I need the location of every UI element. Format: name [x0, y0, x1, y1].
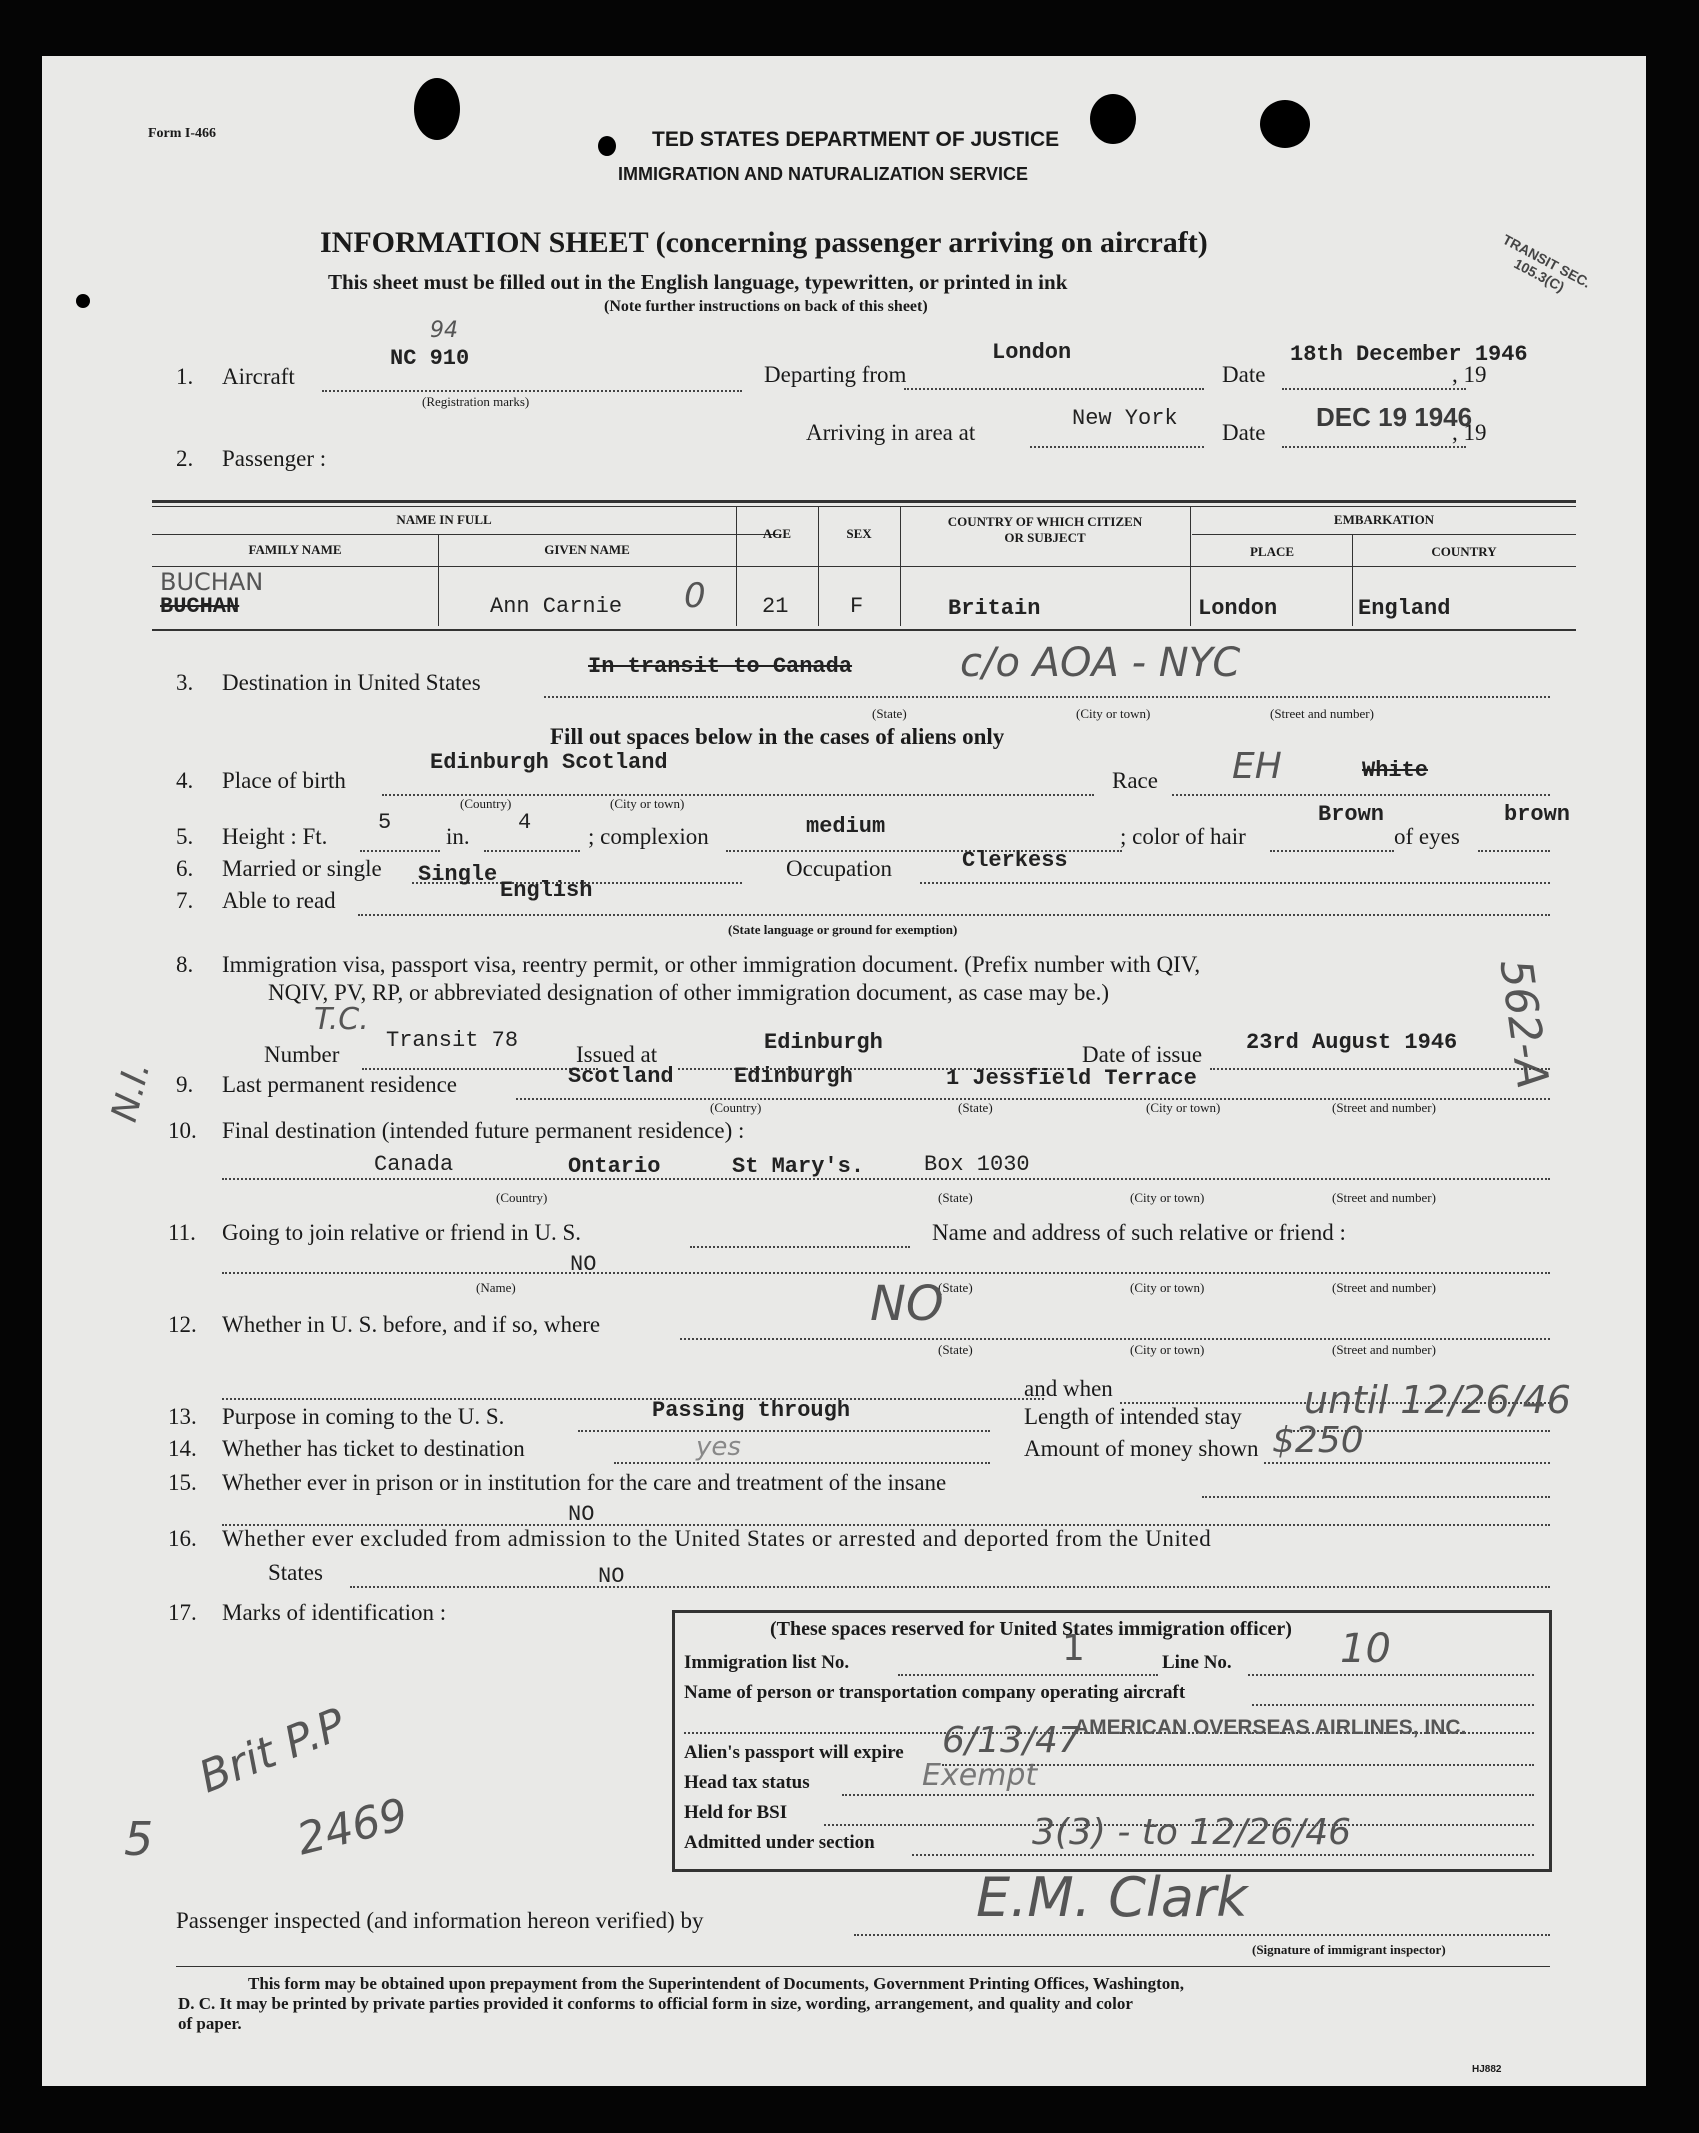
age-value: 21	[762, 594, 789, 619]
departing-label: Departing from	[764, 362, 907, 387]
family-name: BUCHAN	[160, 594, 240, 619]
q6-number: 6.	[176, 856, 194, 881]
tax-label: Head tax status	[684, 1772, 810, 1793]
punch-hole	[414, 78, 460, 140]
tax-hand: Exempt	[922, 1758, 1038, 1793]
family-name-hand: BUCHAN	[160, 568, 264, 596]
q11-cap-city: (City or town)	[1130, 1280, 1205, 1295]
q14-number: 14.	[168, 1436, 197, 1461]
arriving-label: Arriving in area at	[806, 420, 976, 445]
bsi-label: Held for BSI	[684, 1802, 788, 1823]
purpose-label: Purpose in coming to the U. S.	[222, 1404, 505, 1429]
line-hand: 10	[1340, 1626, 1391, 1672]
sex-value: F	[850, 594, 864, 619]
eyes-value: brown	[1504, 802, 1571, 827]
punch-hole	[1260, 100, 1310, 148]
money-label: Amount of money shown	[1024, 1436, 1259, 1461]
residence-state: Edinburgh	[734, 1064, 853, 1089]
q4-cap-city: (City or town)	[610, 796, 685, 811]
header-country-citizen: COUNTRY OF WHICH CITIZEN OR SUBJECT	[947, 514, 1143, 545]
arrive-date-label: Date	[1222, 420, 1266, 445]
departure-date: 18th December 1946	[1290, 342, 1528, 367]
q8-number: 8.	[176, 952, 194, 977]
q5-number: 5.	[176, 824, 194, 849]
hair-value: Brown	[1318, 802, 1385, 827]
race-hand: EH	[1232, 746, 1282, 787]
eyes-label: of eyes	[1394, 824, 1460, 849]
destination-label: Destination in United States	[222, 670, 481, 695]
purpose-value: Passing through	[652, 1398, 851, 1423]
identification-hand-3: 5	[124, 1812, 154, 1866]
occupation-value: Clerkess	[962, 848, 1068, 873]
punch-hole	[598, 136, 616, 156]
final-city: St Mary's.	[732, 1154, 865, 1179]
identification-hand-1: Brit P.P	[192, 1698, 353, 1804]
q9-cap-state: (State)	[958, 1100, 993, 1115]
header-emb-country: COUNTRY	[1431, 544, 1497, 559]
line-label: Line No.	[1162, 1652, 1232, 1673]
q12-number: 12.	[168, 1312, 197, 1337]
header-place: PLACE	[1249, 544, 1295, 559]
aircraft-registration: NC 910	[390, 346, 470, 371]
prison-label: Whether ever in prison or in institution for the care and treatment of the insane	[222, 1470, 947, 1495]
height-inches: 4	[518, 810, 532, 835]
q17-number: 17.	[168, 1600, 197, 1625]
date-suffix: , 19	[1452, 362, 1487, 387]
punch-hole	[1090, 94, 1136, 144]
q13-number: 13.	[168, 1404, 197, 1429]
issue-date: 23rd August 1946	[1246, 1030, 1458, 1055]
q8-text-1: Immigration visa, passport visa, reentry permit, or other immigration document. (Prefix number with QIV,	[222, 952, 1201, 977]
inspector-signature: E.M. Clark	[976, 1866, 1248, 1929]
footer-line-3: of paper.	[178, 2014, 242, 2033]
money-hand: $250	[1272, 1420, 1364, 1461]
company-stamp: AMERICAN OVERSEAS AIRLINES, INC.	[1074, 1716, 1467, 1739]
given-name-mark: 0	[684, 576, 706, 616]
marital-value: Single	[418, 862, 498, 887]
header-embarkation: EMBARKATION	[1333, 512, 1435, 527]
relative-value: NO	[570, 1252, 597, 1277]
q8-text-2: NQIV, PV, RP, or abbreviated designation of other immigration document, as case may be.)	[268, 980, 1110, 1005]
q9-number: 9.	[176, 1072, 194, 1097]
q10-number: 10.	[168, 1118, 197, 1143]
q1-number: 1.	[176, 364, 194, 389]
aliens-heading: Fill out spaces below in the cases of aliens only	[550, 724, 1005, 749]
given-name: Ann Carnie	[490, 594, 623, 619]
birthplace-label: Place of birth	[222, 768, 346, 793]
q3-cap-state: (State)	[872, 706, 907, 721]
header-family-name: FAMILY NAME	[248, 542, 342, 557]
final-street: Box 1030	[924, 1152, 1030, 1177]
q7-number: 7.	[176, 888, 194, 913]
arrive-date-suffix: , 19	[1452, 420, 1487, 445]
q8-hand-tc: T.C.	[314, 1002, 369, 1037]
form-number: Form I-466	[148, 126, 217, 141]
residence-country: Scotland	[568, 1064, 674, 1089]
issued-label: Issued at	[576, 1042, 658, 1067]
transit-stamp: TRANSIT SEC. 105.3(C)	[1500, 231, 1594, 295]
when-label: and when	[1024, 1376, 1113, 1401]
q2-number: 2.	[176, 446, 194, 471]
hair-label: ; color of hair	[1120, 824, 1246, 849]
footer-line-1: This form may be obtained upon prepayment from the Superintendent of Documents, Government Printing Offices, Washington,	[248, 1974, 1184, 1993]
read-label: Able to read	[222, 888, 336, 913]
form-note: (Note further instructions on back of this sheet)	[604, 298, 928, 315]
officer-heading: (These spaces reserved for United States immigration officer)	[770, 1618, 1292, 1640]
company-label: Name of person or transportation company operating aircraft	[684, 1682, 1186, 1703]
height-feet: 5	[378, 810, 392, 835]
q11-cap-name: (Name)	[476, 1280, 516, 1295]
stay-hand: until 12/26/46	[1304, 1378, 1571, 1422]
excluded-label-2: States	[268, 1560, 323, 1585]
q9-cap-street: (Street and number)	[1332, 1100, 1436, 1115]
q9-cap-country: (Country)	[710, 1100, 762, 1115]
q3-cap-street: (Street and number)	[1270, 706, 1374, 721]
margin-hand-ni: N.I.	[104, 1057, 159, 1126]
q3-number: 3.	[176, 670, 194, 695]
aircraft-label: Aircraft	[222, 364, 295, 389]
q10-cap-country: (Country)	[496, 1190, 548, 1205]
form-sheet	[42, 56, 1646, 2086]
marital-label: Married or single	[222, 856, 382, 881]
passenger-label: Passenger :	[222, 446, 327, 471]
form-title: INFORMATION SHEET (concerning passenger arriving on aircraft)	[320, 226, 1208, 259]
ticket-hand: yes	[696, 1432, 741, 1462]
date-label: Date	[1222, 362, 1266, 387]
relative-label: Going to join relative or friend in U. S.	[222, 1220, 581, 1245]
q11-cap-street: (Street and number)	[1332, 1280, 1436, 1295]
side-hand-562a: 562-A	[1489, 956, 1559, 1092]
final-state: Ontario	[568, 1154, 661, 1179]
identification-label: Marks of identification :	[222, 1600, 447, 1625]
read-caption: (State language or ground for exemption)	[728, 922, 958, 937]
race-value: White	[1362, 758, 1429, 783]
q10-cap-street: (Street and number)	[1332, 1190, 1436, 1205]
inspected-label: Passenger inspected (and information hereon verified) by	[176, 1908, 704, 1933]
header-sex: SEX	[846, 526, 872, 541]
final-destination-label: Final destination (intended future permanent residence) :	[222, 1118, 745, 1143]
service-name: IMMIGRATION AND NATURALIZATION SERVICE	[618, 164, 1028, 184]
q11-number: 11.	[168, 1220, 196, 1245]
list-hand: 1	[1062, 1628, 1085, 1669]
issued-at: Edinburgh	[764, 1030, 883, 1055]
q16-number: 16.	[168, 1526, 197, 1551]
before-hand: NO	[870, 1276, 944, 1332]
q12-cap-city: (City or town)	[1130, 1342, 1205, 1357]
citizen-country: Britain	[948, 596, 1041, 621]
footer-code: HJ882	[1472, 2064, 1502, 2075]
punch-hole	[76, 294, 90, 308]
doc-number-label: Number	[264, 1042, 340, 1067]
relative-address-label: Name and address of such relative or friend :	[932, 1220, 1346, 1245]
passport-hand: 6/13/47	[942, 1720, 1081, 1761]
q12-cap-street: (Street and number)	[1332, 1342, 1436, 1357]
q3-cap-city: (City or town)	[1076, 706, 1151, 721]
height-label: Height : Ft.	[222, 824, 328, 849]
q9-cap-city: (City or town)	[1146, 1100, 1221, 1115]
read-value: English	[500, 878, 593, 903]
complexion-value: medium	[806, 814, 886, 839]
aircraft-hand-94: 94	[430, 318, 458, 343]
arrival-date-stamp: DEC 19 1946	[1316, 402, 1473, 432]
q12-cap-state: (State)	[938, 1342, 973, 1357]
departing-city: London	[992, 340, 1072, 365]
excluded-label: Whether ever excluded from admission to the United States or arrested and deported from the United	[222, 1526, 1212, 1551]
embark-place: London	[1198, 596, 1278, 621]
occupation-label: Occupation	[786, 856, 893, 881]
section-label: Admitted under section	[684, 1832, 875, 1853]
signature-caption: (Signature of immigrant inspector)	[1252, 1942, 1446, 1957]
stay-label: Length of intended stay	[1024, 1404, 1242, 1429]
final-country: Canada	[374, 1152, 454, 1177]
header-age: AGE	[762, 526, 792, 541]
form-subtitle: This sheet must be filled out in the English language, typewritten, or printed in ink	[328, 270, 1068, 294]
passport-label: Alien's passport will expire	[684, 1742, 904, 1763]
header-given-name: GIVEN NAME	[544, 542, 630, 557]
header-name-in-full: NAME IN FULL	[396, 512, 492, 527]
q10-cap-state: (State)	[938, 1190, 973, 1205]
birthplace-value: Edinburgh Scotland	[430, 750, 668, 775]
section-hand: 3(3) - to 12/26/46	[1032, 1812, 1352, 1853]
q4-cap-country: (Country)	[460, 796, 512, 811]
q4-number: 4.	[176, 768, 194, 793]
residence-street: 1 Jessfield Terrace	[946, 1066, 1197, 1091]
doc-number: Transit 78	[386, 1028, 519, 1053]
before-label: Whether in U. S. before, and if so, where	[222, 1312, 601, 1337]
list-label: Immigration list No.	[684, 1652, 850, 1673]
embark-country: England	[1358, 596, 1451, 621]
q11-cap-state: (State)	[938, 1280, 973, 1295]
race-label: Race	[1112, 768, 1158, 793]
ticket-label: Whether has ticket to destination	[222, 1436, 525, 1461]
footer-line-2: D. C. It may be printed by private parties provided it conforms to official form in size, wording, arrangement, and quality and color	[178, 1994, 1133, 2013]
inches-label: in.	[446, 824, 470, 849]
destination-value: In transit to Canada	[588, 654, 853, 679]
arriving-city: New York	[1072, 406, 1178, 431]
q10-cap-city: (City or town)	[1130, 1190, 1205, 1205]
issue-date-label: Date of issue	[1082, 1042, 1203, 1067]
agency-name: TED STATES DEPARTMENT OF JUSTICE	[652, 128, 1060, 151]
complexion-label: ; complexion	[588, 824, 709, 849]
q15-number: 15.	[168, 1470, 197, 1495]
residence-label: Last permanent residence	[222, 1072, 457, 1097]
excluded-value: NO	[598, 1564, 625, 1589]
destination-hand: c/o AOA - NYC	[960, 640, 1241, 686]
registration-caption: (Registration marks)	[422, 394, 530, 409]
prison-value: NO	[568, 1502, 595, 1527]
identification-hand-2: 2469	[292, 1788, 413, 1866]
